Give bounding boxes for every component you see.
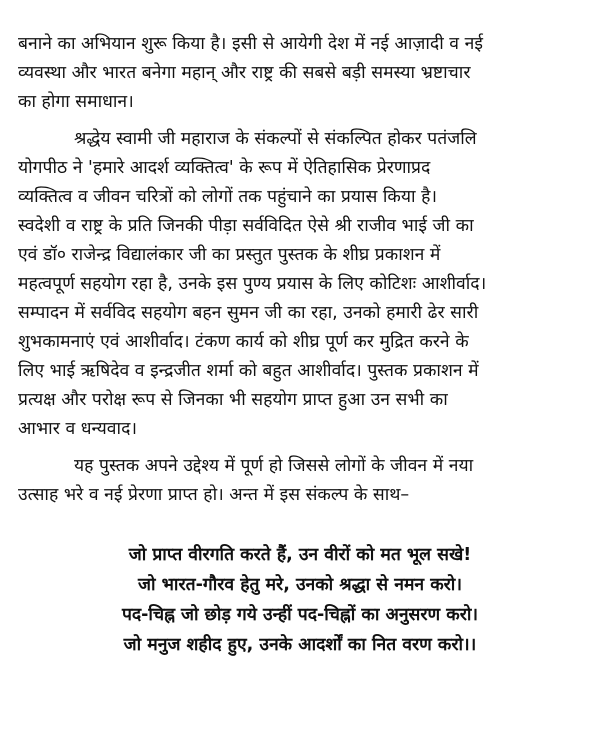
text-line: का होगा समाधान। bbox=[18, 92, 134, 112]
paragraph-3 bbox=[18, 452, 582, 510]
verse-line: जो भारत-गौरव हेतु मरे, उनको श्रद्धा से नमन करो। bbox=[138, 575, 462, 595]
text-line: योगपीठ ने 'हमारे आदर्श व्यक्तित्व' के रूप में ऐतिहासिक प्रेरणाप्रद bbox=[18, 158, 431, 178]
paragraph-1 bbox=[18, 30, 582, 117]
verse-block bbox=[18, 540, 582, 660]
text-line: शुभकामनाएं एवं आशीर्वाद। टंकण कार्य को शीघ्र पूर्ण कर मुद्रित करने के bbox=[18, 332, 469, 352]
text-line: यह पुस्तक अपने उद्देश्य में पूर्ण हो जिससे लोगों के जीवन में नया bbox=[74, 456, 474, 476]
text-line: लिए भाई ऋषिदेव व इन्द्रजीत शर्मा को बहुत आशीर्वाद। पुस्तक प्रकाशन में bbox=[18, 361, 479, 381]
text-line: प्रत्यक्ष और परोक्ष रूप से जिनका भी सहयोग प्राप्त हुआ उन सभी का bbox=[18, 390, 448, 410]
text-line: सम्पादन में सर्वविद सहयोग बहन सुमन जी का रहा, उनको हमारी ढेर सारी bbox=[18, 303, 479, 323]
verse-line: पद-चिह्न जो छोड़ गये उन्हीं पद-चिह्नों का अनुसरण करो। bbox=[121, 605, 479, 625]
text-line: महत्वपूर्ण सहयोग रहा है, उनके इस पुण्य प्रयास के लिए कोटिशः आशीर्वाद। bbox=[18, 274, 487, 294]
text-line: स्वदेशी व राष्ट्र के प्रति जिनकी पीड़ा सर्वविदित ऐसे श्री राजीव भाई जी का bbox=[18, 216, 474, 236]
text-line: एवं डॉ० राजेन्द्र विद्यालंकार जी का प्रस्तुत पुस्तक के शीघ्र प्रकाशन में bbox=[18, 245, 441, 265]
text-line: व्यक्तित्व व जीवन चरित्रों को लोगों तक पहुंचाने का प्रयास किया है। bbox=[18, 187, 438, 207]
paragraph-2 bbox=[18, 125, 582, 444]
text-line: उत्साह भरे व नई प्रेरणा प्राप्त हो। अन्त में इस संकल्प के साथ– bbox=[18, 485, 410, 505]
verse-line: जो प्राप्त वीरगति करते हैं, उन वीरों को मत भूल सखे! bbox=[128, 545, 472, 565]
text-line: श्रद्धेय स्वामी जी महाराज के संकल्पों से संकल्पित होकर पतंजलि bbox=[74, 129, 477, 149]
verse-line: जो मनुज शहीद हुए, उनके आदर्शों का नित वरण करो।। bbox=[123, 635, 477, 655]
text-line: बनाने का अभियान शुरू किया है। इसी से आयेगी देश में नई आज़ादी व नई bbox=[18, 34, 483, 54]
text-line: आभार व धन्यवाद। bbox=[18, 419, 137, 439]
text-line: व्यवस्था और भारत बनेगा महान् और राष्ट्र की सबसे बड़ी समस्या भ्रष्टाचार bbox=[18, 63, 471, 83]
